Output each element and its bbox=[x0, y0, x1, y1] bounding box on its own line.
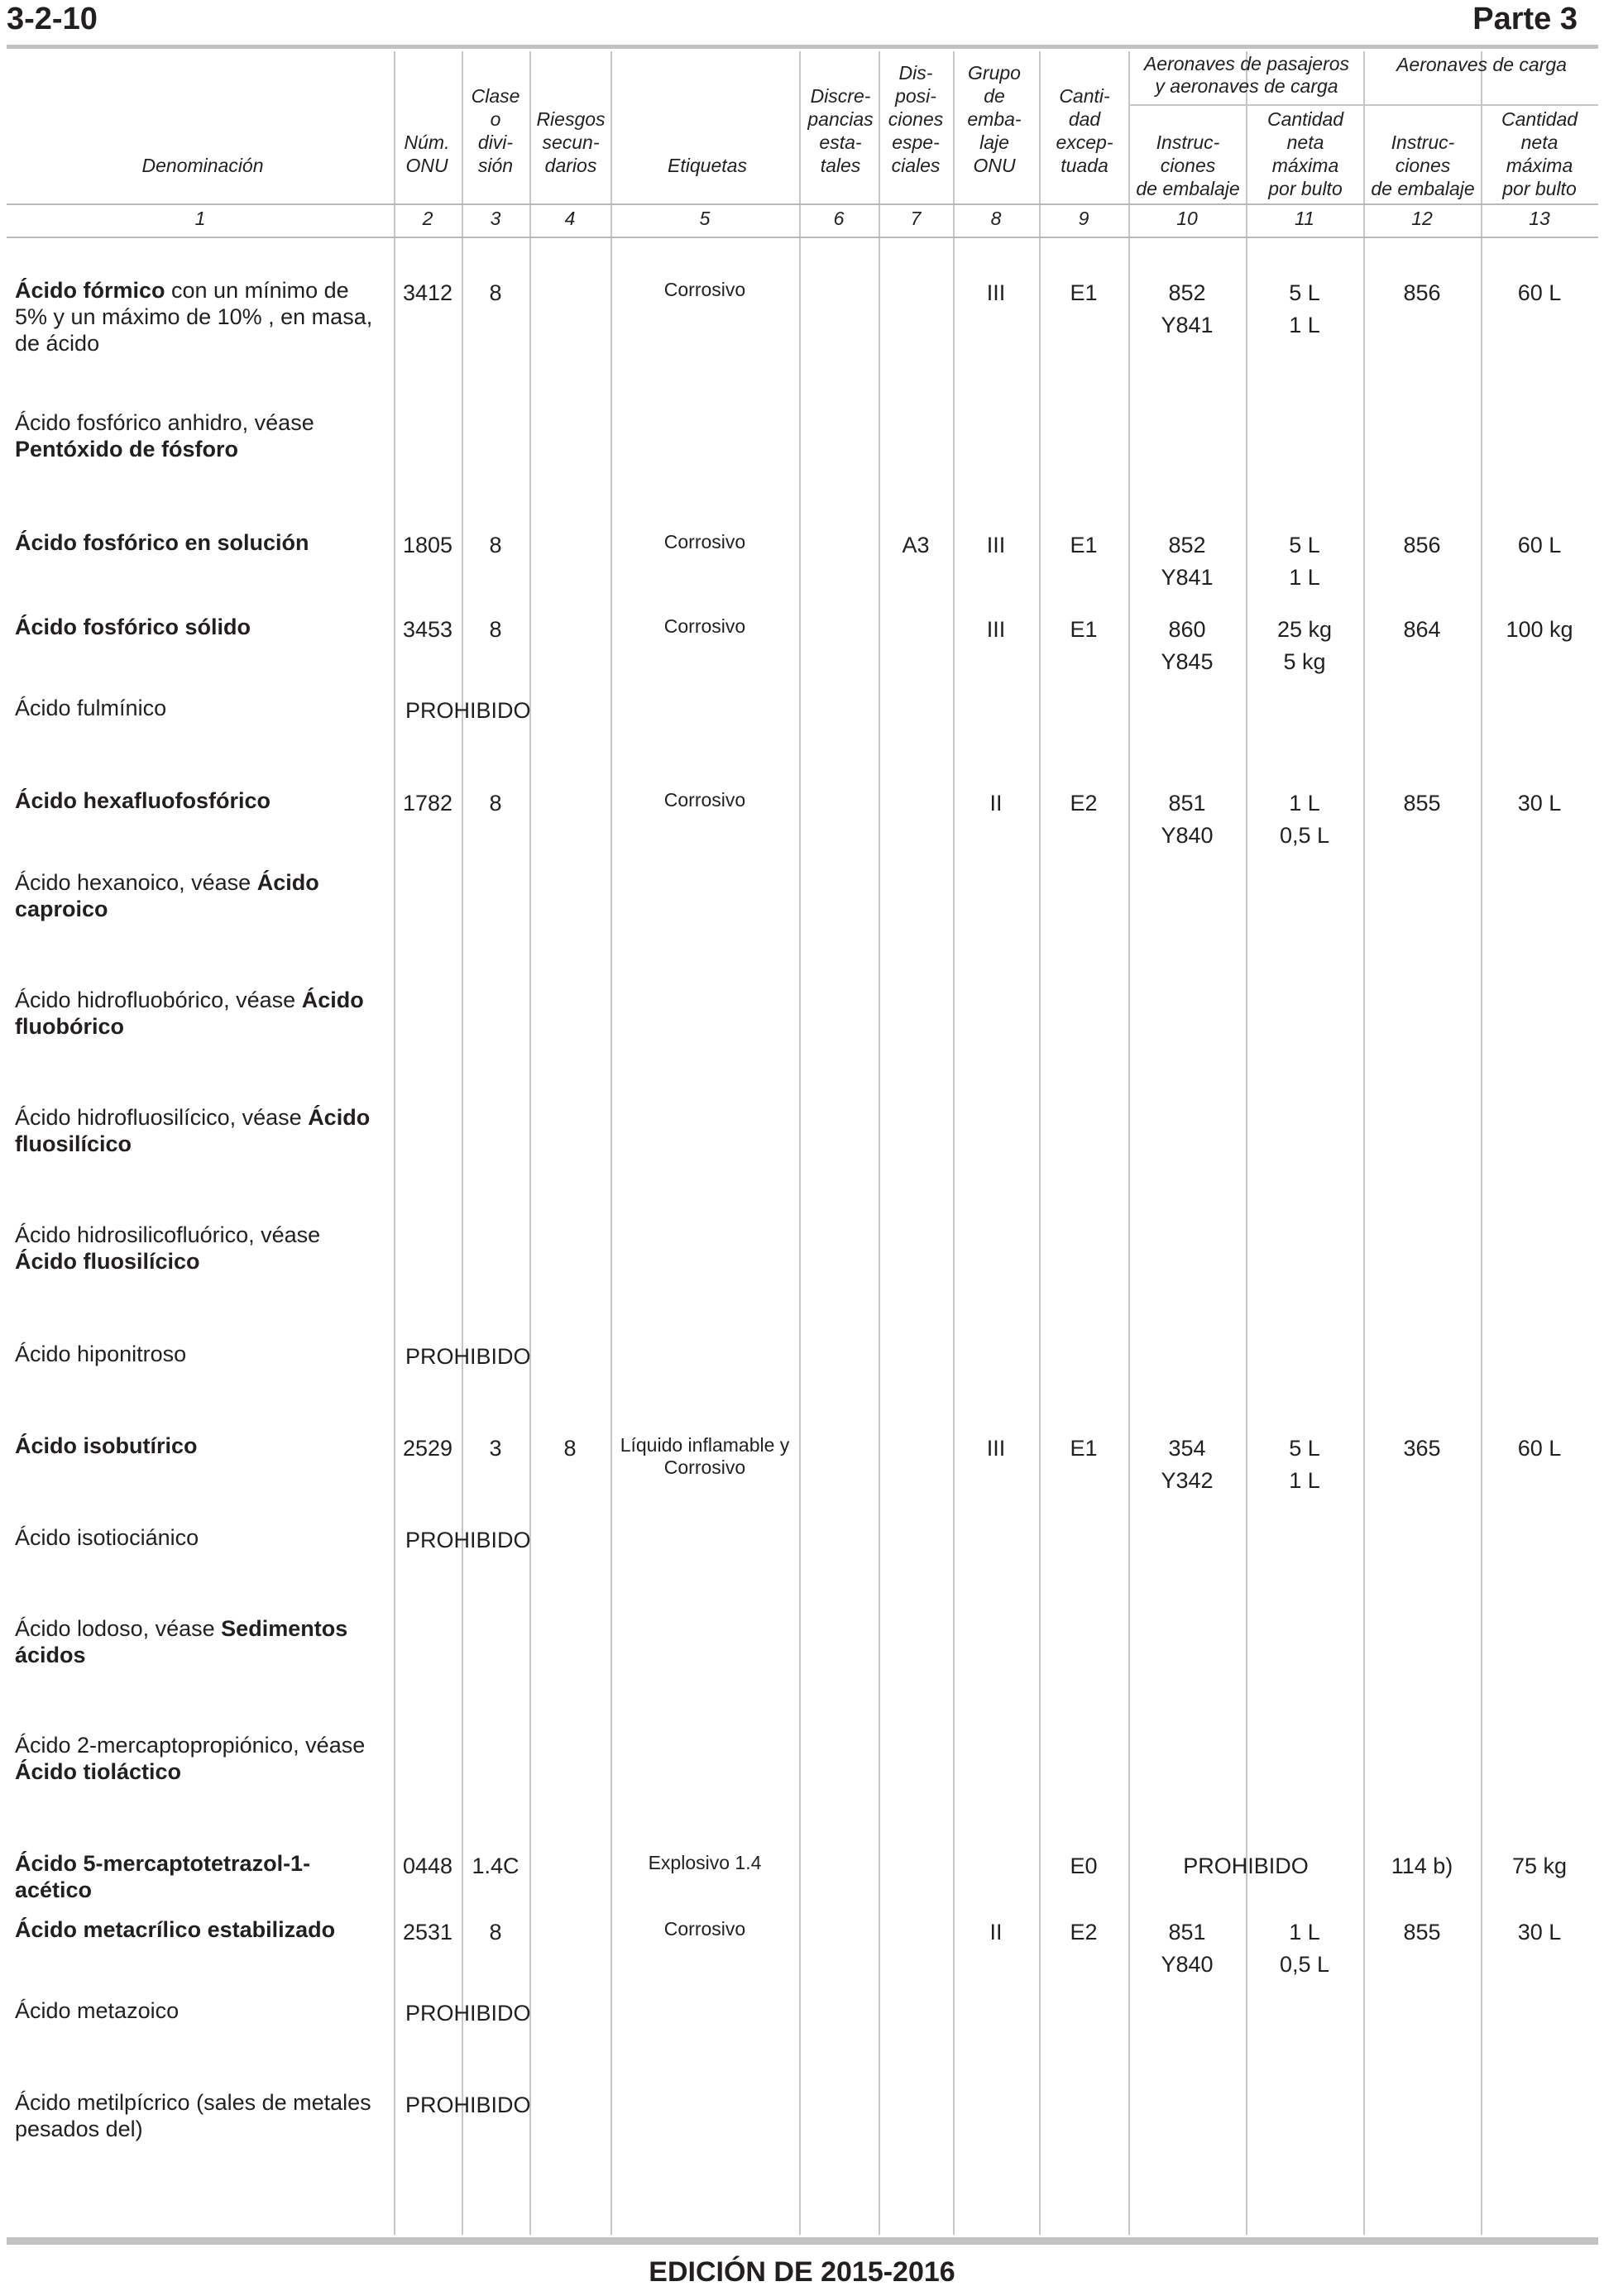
top-rule bbox=[7, 45, 1598, 49]
un-number: 0448 bbox=[402, 1854, 453, 1878]
prohibited-label: PROHIBIDO bbox=[405, 2093, 531, 2117]
un-number: 2529 bbox=[402, 1436, 453, 1461]
pax-packing-instruction-ltd: Y840 bbox=[1161, 823, 1214, 848]
pax-packing-instruction-ltd: Y841 bbox=[1161, 313, 1214, 337]
col-head-instrucciones-carga: Instruc- ciones de embalaje bbox=[1371, 132, 1475, 199]
edition-footer: EDICIÓN DE 2015-2016 bbox=[649, 2256, 955, 2288]
col-head-cantidad-exceptuada: Canti- dad excep- tuada bbox=[1056, 85, 1113, 176]
class-division: 3 bbox=[489, 1436, 502, 1461]
column-number: 3 bbox=[490, 208, 501, 229]
col-group-pasajeros: Aeronaves de pasajeros y aeronaves de carga bbox=[1143, 53, 1350, 97]
prohibited-label: PROHIBIDO bbox=[405, 1528, 531, 1552]
prohibited-label: PROHIBIDO bbox=[405, 2001, 531, 2026]
class-division: 8 bbox=[489, 617, 502, 642]
substance-name bbox=[15, 1524, 387, 1551]
un-number: 1782 bbox=[402, 791, 453, 816]
column-number: 9 bbox=[1078, 208, 1089, 229]
pax-packing-instruction: 354 bbox=[1168, 1436, 1206, 1461]
cargo-max-net-quantity: 60 L bbox=[1517, 533, 1562, 557]
cross-reference: Sedimentos ácidos bbox=[15, 1616, 348, 1667]
packing-group: III bbox=[986, 280, 1006, 305]
pax-packing-instruction-ltd: Y840 bbox=[1161, 1952, 1214, 1977]
col-head-cantidad-carga: Cantidad neta máxima por bulto bbox=[1501, 108, 1578, 199]
pax-max-net-quantity: 1 L bbox=[1289, 1920, 1320, 1944]
un-number: 2531 bbox=[402, 1920, 453, 1944]
packing-group: III bbox=[986, 533, 1006, 557]
numbers-rule bbox=[7, 237, 1598, 238]
col-head-instrucciones-pax: Instruc- ciones de embalaje bbox=[1136, 132, 1240, 199]
part-label: Parte 3 bbox=[1472, 2, 1578, 36]
pax-max-net-quantity-ltd: 1 L bbox=[1289, 313, 1320, 337]
hazard-label: Corrosivo bbox=[663, 531, 746, 552]
hazard-label: Líquido inflamable y Corrosivo bbox=[620, 1434, 790, 1478]
column-divider bbox=[799, 51, 801, 2235]
column-number: 1 bbox=[194, 208, 206, 229]
hazard-label: Corrosivo bbox=[663, 279, 746, 300]
column-number: 12 bbox=[1411, 208, 1433, 229]
substance-name-rest: con un mínimo de 5% y un máximo de 10% , en masa, de ácido bbox=[15, 278, 373, 356]
substance-name-bold: Ácido metacrílico estabilizado bbox=[15, 1917, 336, 1942]
class-division: 8 bbox=[489, 1920, 502, 1944]
substance-name bbox=[15, 1222, 387, 1275]
substance-name bbox=[15, 277, 387, 356]
column-number: 6 bbox=[833, 208, 845, 229]
cross-reference: Ácido caproico bbox=[15, 870, 319, 921]
un-number: 3412 bbox=[402, 280, 453, 305]
hazard-label: Corrosivo bbox=[663, 789, 746, 811]
pax-prohibited-label: PROHIBIDO bbox=[1183, 1854, 1309, 1878]
substance-name bbox=[15, 695, 387, 721]
packing-group: III bbox=[986, 1436, 1006, 1461]
substance-name-bold: Ácido hexafluofosfórico bbox=[15, 788, 271, 813]
hazard-label: Corrosivo bbox=[663, 615, 746, 637]
substance-name-bold: Ácido fosfórico sólido bbox=[15, 615, 251, 639]
excepted-quantity: E2 bbox=[1070, 1920, 1098, 1944]
substance-name-text: Ácido lodoso, véase bbox=[15, 1616, 222, 1641]
hazard-label: Corrosivo bbox=[663, 1918, 746, 1940]
pax-max-net-quantity: 1 L bbox=[1289, 791, 1320, 816]
column-number: 4 bbox=[564, 208, 576, 229]
cross-reference: Ácido fluobórico bbox=[15, 988, 364, 1039]
substance-name bbox=[15, 1341, 387, 1367]
col-head-num-onu: Núm. ONU bbox=[404, 132, 450, 176]
substance-name-text: Ácido 2-mercaptopropiónico, véase bbox=[15, 1733, 366, 1758]
col-head-grupo: Grupo de emba- laje ONU bbox=[967, 62, 1022, 176]
bottom-rule bbox=[7, 2237, 1598, 2245]
cross-reference: Ácido fluosilícico bbox=[15, 1249, 200, 1274]
pax-max-net-quantity: 5 L bbox=[1289, 1436, 1320, 1461]
substance-name-text: Ácido fulmínico bbox=[15, 696, 167, 720]
pax-packing-instruction-ltd: Y342 bbox=[1161, 1468, 1214, 1493]
column-divider bbox=[462, 51, 463, 2235]
cargo-max-net-quantity: 60 L bbox=[1517, 280, 1562, 305]
column-divider bbox=[610, 51, 612, 2235]
column-number: 5 bbox=[699, 208, 711, 229]
substance-name bbox=[15, 1997, 387, 2024]
cargo-packing-instruction: 365 bbox=[1403, 1436, 1441, 1461]
column-divider bbox=[879, 51, 880, 2235]
col-group-carga: Aeronaves de carga bbox=[1396, 54, 1567, 75]
hazard-label: Explosivo 1.4 bbox=[648, 1852, 762, 1873]
cargo-packing-instruction: 855 bbox=[1403, 1920, 1441, 1944]
substance-name-text: Ácido fosfórico anhidro, véase bbox=[15, 410, 314, 435]
cargo-packing-instruction: 856 bbox=[1403, 280, 1441, 305]
class-division: 8 bbox=[489, 280, 502, 305]
substance-name-bold: Ácido isobutírico bbox=[15, 1433, 198, 1458]
substance-name bbox=[15, 869, 387, 922]
cargo-packing-instruction: 114 b) bbox=[1391, 1854, 1453, 1878]
column-divider bbox=[1246, 51, 1247, 2235]
cargo-packing-instruction: 864 bbox=[1403, 617, 1441, 642]
class-division: 8 bbox=[489, 791, 502, 816]
header-rule bbox=[7, 203, 1598, 205]
cargo-max-net-quantity: 75 kg bbox=[1511, 1854, 1568, 1878]
excepted-quantity: E1 bbox=[1070, 533, 1098, 557]
substance-name bbox=[15, 1615, 387, 1668]
substance-name bbox=[15, 1916, 387, 1943]
excepted-quantity: E2 bbox=[1070, 791, 1098, 816]
pax-max-net-quantity-ltd: 5 kg bbox=[1283, 649, 1326, 674]
pax-packing-instruction-ltd: Y841 bbox=[1161, 565, 1214, 590]
column-divider bbox=[1363, 51, 1365, 2235]
packing-group: III bbox=[986, 617, 1006, 642]
column-divider bbox=[529, 51, 531, 2235]
column-number: 8 bbox=[990, 208, 1002, 229]
cargo-max-net-quantity: 60 L bbox=[1517, 1436, 1562, 1461]
prohibited-label: PROHIBIDO bbox=[405, 698, 531, 723]
un-number: 3453 bbox=[402, 617, 453, 642]
substance-name-text: Ácido hidrofluobórico, véase bbox=[15, 988, 302, 1012]
pax-packing-instruction: 852 bbox=[1168, 280, 1206, 305]
substance-name bbox=[15, 1433, 387, 1459]
pax-packing-instruction: 851 bbox=[1168, 791, 1206, 816]
substance-name bbox=[15, 787, 387, 814]
packing-group: II bbox=[989, 1920, 1003, 1944]
pax-max-net-quantity: 5 L bbox=[1289, 533, 1320, 557]
pax-packing-instruction-ltd: Y845 bbox=[1161, 649, 1214, 674]
cargo-packing-instruction: 856 bbox=[1403, 533, 1441, 557]
class-division: 1.4C bbox=[472, 1854, 520, 1878]
column-number: 10 bbox=[1176, 208, 1198, 229]
col-head-riesgos: Riesgos secun- darios bbox=[536, 108, 606, 176]
pax-packing-instruction: 851 bbox=[1168, 1920, 1206, 1944]
class-division: 8 bbox=[489, 533, 502, 557]
cross-reference: Ácido fluosilícico bbox=[15, 1105, 371, 1156]
substance-name-text: Ácido metilpícrico (sales de metales pesados del) bbox=[15, 2090, 371, 2141]
col-head-discrepancias: Discre- pancias esta- tales bbox=[807, 85, 874, 176]
column-number: 2 bbox=[422, 208, 433, 229]
special-provision: A3 bbox=[902, 533, 930, 557]
cross-reference: Ácido tioláctico bbox=[15, 1759, 182, 1784]
column-number: 11 bbox=[1295, 208, 1314, 229]
substance-name-bold: Ácido fórmico bbox=[15, 278, 165, 303]
cargo-max-net-quantity: 100 kg bbox=[1506, 617, 1573, 642]
column-divider bbox=[953, 51, 955, 2235]
substance-name-text: Ácido metazoico bbox=[15, 1998, 180, 2023]
col-head-clase: Clase o divi- sión bbox=[471, 85, 520, 176]
excepted-quantity: E1 bbox=[1070, 1436, 1098, 1461]
packing-group: II bbox=[989, 791, 1003, 816]
col-head-cantidad-pax: Cantidad neta máxima por bulto bbox=[1266, 108, 1344, 199]
substance-name-text: Ácido hidrofluosilícico, véase bbox=[15, 1105, 309, 1130]
subsidiary-risk: 8 bbox=[563, 1436, 577, 1461]
pax-max-net-quantity: 5 L bbox=[1289, 280, 1320, 305]
excepted-quantity: E1 bbox=[1070, 280, 1098, 305]
substance-name-text: Ácido hidrosilicofluórico, véase bbox=[15, 1222, 321, 1247]
pax-max-net-quantity-ltd: 0,5 L bbox=[1279, 1952, 1330, 1977]
pax-max-net-quantity-ltd: 0,5 L bbox=[1279, 823, 1330, 848]
substance-name bbox=[15, 987, 387, 1040]
pax-max-net-quantity-ltd: 1 L bbox=[1289, 1468, 1320, 1493]
substance-name-bold: Ácido fosfórico en solución bbox=[15, 530, 309, 555]
column-divider bbox=[1481, 51, 1482, 2235]
substance-name-text: Ácido hexanoico, véase bbox=[15, 870, 257, 895]
column-divider bbox=[1039, 51, 1041, 2235]
pax-max-net-quantity-ltd: 1 L bbox=[1289, 565, 1320, 590]
un-number: 1805 bbox=[402, 533, 453, 557]
excepted-quantity: E1 bbox=[1070, 617, 1098, 642]
pax-packing-instruction: 860 bbox=[1168, 617, 1206, 642]
excepted-quantity: E0 bbox=[1070, 1854, 1098, 1878]
col-head-disposiciones: Dis- posi- ciones espe- ciales bbox=[888, 62, 944, 176]
page-number: 3-2-10 bbox=[7, 2, 98, 36]
substance-name-text: Ácido hiponitroso bbox=[15, 1342, 187, 1366]
column-number: 13 bbox=[1529, 208, 1550, 229]
substance-name bbox=[15, 1850, 387, 1903]
substance-name-bold: Ácido 5-mercaptotetrazol-1-acético bbox=[15, 1851, 311, 1902]
prohibited-label: PROHIBIDO bbox=[405, 1344, 531, 1369]
substance-name bbox=[15, 1732, 387, 1785]
cargo-max-net-quantity: 30 L bbox=[1517, 1920, 1562, 1944]
substance-name bbox=[15, 529, 387, 556]
substance-name bbox=[15, 1104, 387, 1157]
cross-reference: Pentóxido de fósforo bbox=[15, 437, 238, 462]
pax-packing-instruction: 852 bbox=[1168, 533, 1206, 557]
column-divider bbox=[394, 51, 395, 2235]
substance-name-text: Ácido isotiociánico bbox=[15, 1525, 199, 1550]
pax-max-net-quantity: 25 kg bbox=[1276, 617, 1333, 642]
col-head-etiquetas: Etiquetas bbox=[668, 155, 747, 176]
substance-name bbox=[15, 2089, 387, 2142]
substance-name bbox=[15, 614, 387, 640]
column-number: 7 bbox=[910, 208, 922, 229]
cargo-packing-instruction: 855 bbox=[1403, 791, 1441, 816]
column-divider bbox=[1128, 51, 1130, 2235]
group-underline bbox=[1128, 104, 1598, 106]
substance-name bbox=[15, 409, 387, 462]
cargo-max-net-quantity: 30 L bbox=[1517, 791, 1562, 816]
col-head-denominacion: Denominación bbox=[141, 155, 264, 176]
